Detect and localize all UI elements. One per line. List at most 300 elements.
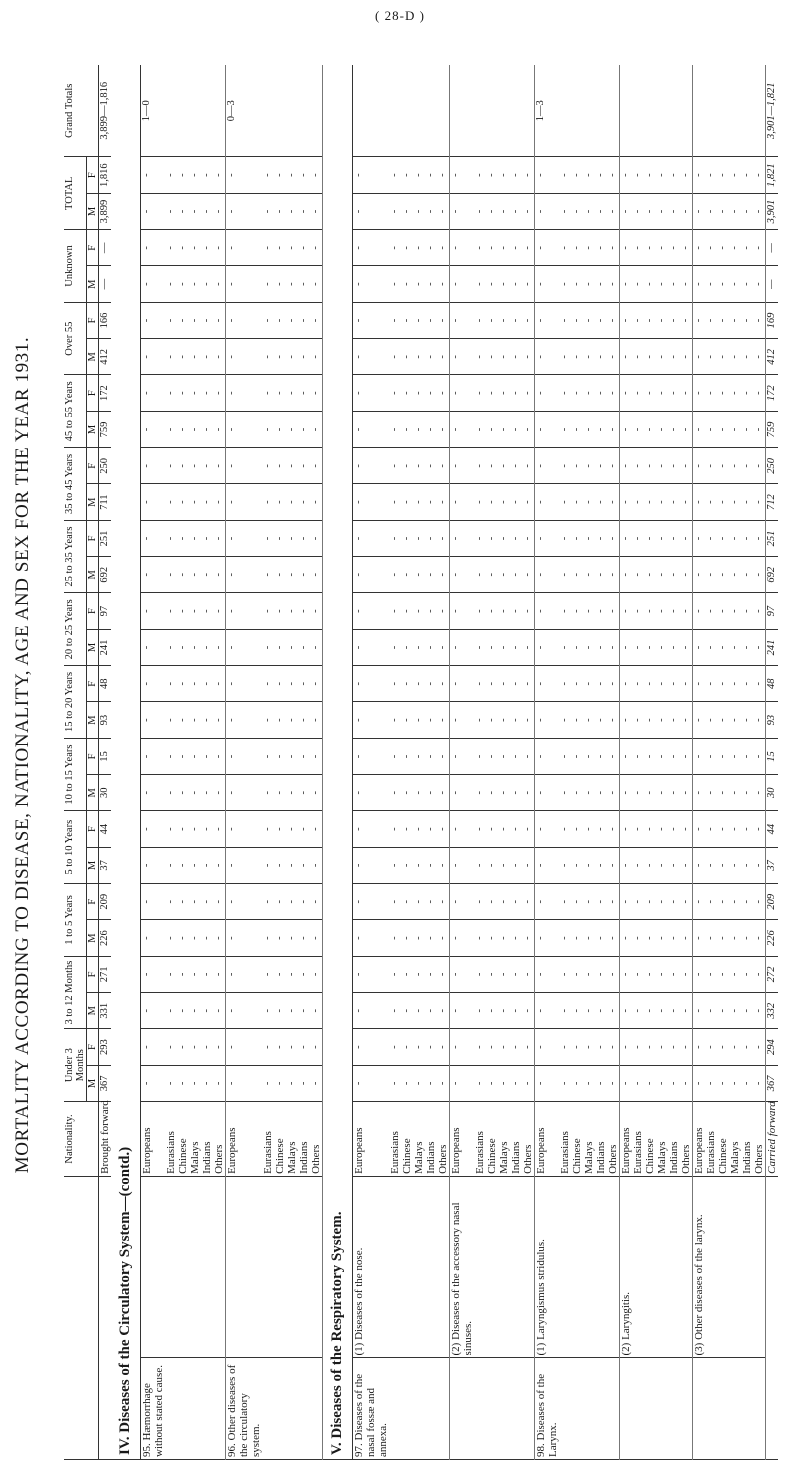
grand-total-cell: 1—3 (535, 65, 560, 157)
cell-dash: - (450, 411, 475, 447)
cell-dash: - (189, 1029, 201, 1065)
cell-dash: - (413, 339, 425, 375)
cell-dash: - (535, 302, 560, 338)
cell-dash: - (717, 411, 729, 447)
cell-dash: - (498, 375, 510, 411)
cell-dash: - (644, 629, 656, 665)
cell-dash: - (353, 847, 390, 883)
cell-dash: - (274, 339, 286, 375)
cell-dash: - (201, 302, 213, 338)
cell-dash: - (141, 629, 166, 665)
cell-dash: - (353, 1065, 390, 1101)
cell-dash: - (189, 811, 201, 847)
cell-dash: - (522, 411, 535, 447)
cell-dash: - (498, 811, 510, 847)
cell-dash: - (607, 448, 620, 484)
cell-dash: - (474, 375, 486, 411)
cell-dash: - (535, 157, 560, 193)
cell-dash: - (680, 557, 693, 593)
cell-dash: - (632, 884, 644, 920)
nationality: Chinese (571, 1102, 583, 1177)
cell-dash: - (644, 993, 656, 1029)
cell-dash: - (141, 411, 166, 447)
nationality: Europeans (141, 1102, 166, 1177)
cell-dash: - (353, 520, 390, 556)
cell-dash: - (226, 302, 263, 338)
sub-cause (559, 1176, 571, 1358)
cell-dash: - (729, 811, 741, 847)
cell-dash: - (310, 884, 323, 920)
cell-dash: - (262, 411, 274, 447)
cell-dash: - (213, 593, 226, 629)
cell-dash: - (498, 411, 510, 447)
sub-cause (522, 1176, 535, 1358)
grand-total-cell (656, 65, 668, 157)
cell-dash: - (571, 157, 583, 193)
cell-dash: - (213, 375, 226, 411)
grand-total-cell (425, 65, 437, 157)
table-row (741, 65, 753, 1460)
cause-name (620, 1358, 633, 1460)
cell-dash: - (693, 775, 706, 811)
cell-dash: - (274, 993, 286, 1029)
cell-dash: - (583, 193, 595, 229)
cell-dash: - (413, 1029, 425, 1065)
cell-dash: - (753, 702, 766, 738)
cell-dash: - (632, 993, 644, 1029)
cell-dash: - (165, 738, 177, 774)
cell-dash: - (437, 775, 450, 811)
cell-dash: - (286, 847, 298, 883)
cell-dash: - (705, 484, 717, 520)
cell-dash: - (705, 702, 717, 738)
cell-dash: - (595, 666, 607, 702)
cell-dash: - (401, 884, 413, 920)
cell-dash: - (274, 157, 286, 193)
sex-header: F (87, 157, 99, 193)
cell-dash: - (177, 375, 189, 411)
cell-dash: - (401, 1065, 413, 1101)
cell-dash: - (632, 956, 644, 992)
cell-dash: - (413, 266, 425, 302)
row-label: Brought forward (99, 1102, 112, 1177)
page-title: MORTALITY ACCORDING TO DISEASE, NATIONALITY, AGE AND SEX FOR THE YEAR 1931. (12, 336, 33, 1174)
cell-dash: - (668, 339, 680, 375)
cell-dash: - (644, 593, 656, 629)
cell-dash: - (274, 411, 286, 447)
cell-dash: - (705, 339, 717, 375)
cell-dash: - (401, 666, 413, 702)
cell-dash: - (680, 956, 693, 992)
cell-dash: - (693, 230, 706, 266)
cell-dash: - (498, 484, 510, 520)
nationality: Indians (510, 1102, 522, 1177)
cell-dash: - (389, 775, 401, 811)
cell-dash: - (213, 339, 226, 375)
cell-dash: - (571, 775, 583, 811)
cell-dash: - (437, 266, 450, 302)
cell-dash: - (656, 884, 668, 920)
cell-dash: - (583, 448, 595, 484)
cell-dash: - (401, 920, 413, 956)
cell-dash: - (559, 193, 571, 229)
cell-dash: - (274, 520, 286, 556)
cell-dash: - (632, 157, 644, 193)
cell-dash: - (486, 375, 498, 411)
cell-dash: - (353, 629, 390, 665)
cell-dash: - (389, 920, 401, 956)
cell-dash: - (693, 557, 706, 593)
cell-dash: - (717, 230, 729, 266)
age-group-header: 25 to 35 Years (64, 520, 87, 593)
cell-dash: - (680, 193, 693, 229)
cell-dash: - (607, 339, 620, 375)
cell-dash: - (693, 1029, 706, 1065)
cell-dash: - (498, 920, 510, 956)
cell-dash: - (165, 629, 177, 665)
cell-dash: - (668, 993, 680, 1029)
cell-value: 30 (99, 775, 112, 811)
nationality: Malays (189, 1102, 201, 1177)
cell-dash: - (413, 1065, 425, 1101)
nationality: Indians (668, 1102, 680, 1177)
cell-dash: - (717, 920, 729, 956)
cell-dash: - (656, 666, 668, 702)
cell-dash: - (286, 993, 298, 1029)
cell-dash: - (522, 302, 535, 338)
cell-dash: - (535, 666, 560, 702)
cell-dash: - (201, 847, 213, 883)
cell-dash: - (141, 811, 166, 847)
table-row (620, 65, 633, 1460)
cell-dash: - (753, 557, 766, 593)
sub-cause (753, 1176, 766, 1358)
cell-dash: - (450, 520, 475, 556)
cell-dash: - (165, 484, 177, 520)
cell-dash: - (262, 993, 274, 1029)
cell-dash: - (310, 738, 323, 774)
cell-dash: - (632, 629, 644, 665)
cell-dash: - (310, 411, 323, 447)
cause-name (741, 1358, 753, 1460)
cell-dash: - (559, 884, 571, 920)
cell-dash: - (510, 302, 522, 338)
cell-dash: - (165, 339, 177, 375)
cell-dash: - (607, 230, 620, 266)
sub-cause (595, 1176, 607, 1358)
cause-name (717, 1358, 729, 1460)
cell-dash: - (389, 411, 401, 447)
cell-dash: - (607, 847, 620, 883)
cell-dash: - (201, 339, 213, 375)
table-row (401, 65, 413, 1460)
table-row (141, 65, 166, 1460)
cell-dash: - (425, 411, 437, 447)
cell-dash: - (680, 666, 693, 702)
cell-dash: - (607, 520, 620, 556)
nationality: Europeans (226, 1102, 263, 1177)
cell-dash: - (693, 811, 706, 847)
nationality: Eurasians (389, 1102, 401, 1177)
cell-dash: - (401, 520, 413, 556)
cell-dash: - (571, 593, 583, 629)
cell-dash: - (201, 557, 213, 593)
cell-dash: - (413, 702, 425, 738)
cell-dash: - (729, 411, 741, 447)
cell-dash: - (474, 266, 486, 302)
table-row (729, 65, 741, 1460)
cell-dash: - (226, 884, 263, 920)
cell-dash: - (680, 920, 693, 956)
cell-dash: - (620, 557, 633, 593)
age-group-header: 20 to 25 Years (64, 593, 87, 666)
cell-dash: - (286, 157, 298, 193)
cell-dash: - (177, 520, 189, 556)
cell-dash: - (141, 920, 166, 956)
cell-dash: - (644, 375, 656, 411)
cell-dash: - (583, 920, 595, 956)
grand-total-cell (353, 65, 390, 157)
cell-dash: - (401, 266, 413, 302)
cell-dash: - (474, 847, 486, 883)
cell-dash: - (274, 1065, 286, 1101)
cell-dash: - (486, 593, 498, 629)
cell-dash: - (668, 157, 680, 193)
cell-dash: - (177, 666, 189, 702)
cell-dash: - (753, 775, 766, 811)
cell-dash: - (753, 193, 766, 229)
cell-dash: - (310, 956, 323, 992)
cell-dash: - (286, 884, 298, 920)
cell-dash: - (189, 339, 201, 375)
cell-dash: - (535, 339, 560, 375)
cause-name (729, 1358, 741, 1460)
sex-header: F (87, 956, 99, 992)
cell-dash: - (705, 775, 717, 811)
cell-dash: - (189, 193, 201, 229)
table-body (99, 65, 779, 1460)
cause-header (64, 1176, 99, 1459)
nationality: Indians (425, 1102, 437, 1177)
cell-dash: - (389, 339, 401, 375)
cell-dash: - (583, 593, 595, 629)
cell-dash: - (583, 884, 595, 920)
cell-dash: - (389, 1065, 401, 1101)
cell-dash: - (668, 666, 680, 702)
cell-dash: - (486, 448, 498, 484)
cell-dash: - (298, 448, 310, 484)
cell-dash: - (583, 411, 595, 447)
cell-dash: - (401, 339, 413, 375)
cell-dash: - (353, 411, 390, 447)
cell-dash: - (474, 629, 486, 665)
cell-dash: - (226, 1065, 263, 1101)
cell-dash: - (286, 738, 298, 774)
cell-dash: - (486, 302, 498, 338)
cell-dash: - (486, 1029, 498, 1065)
cell-dash: - (353, 230, 390, 266)
sub-cause (607, 1176, 620, 1358)
cell-dash: - (656, 1065, 668, 1101)
cell-dash: - (595, 193, 607, 229)
cell-dash: - (450, 266, 475, 302)
cell-dash: - (401, 629, 413, 665)
cell-dash: - (474, 193, 486, 229)
table-row (226, 65, 263, 1460)
cause-name (177, 1358, 189, 1460)
cell-value: 412 (766, 339, 779, 375)
grand-total-cell (165, 65, 177, 157)
cell-dash: - (401, 411, 413, 447)
cell-value: — (766, 230, 779, 266)
cell-dash: - (559, 411, 571, 447)
cell-dash: - (607, 884, 620, 920)
cause-name (632, 1358, 644, 1460)
cell-dash: - (620, 702, 633, 738)
cause-name (498, 1358, 510, 1460)
cell-dash: - (693, 520, 706, 556)
cause-name (583, 1358, 595, 1460)
cell-dash: - (486, 775, 498, 811)
cell-dash: - (632, 448, 644, 484)
cell-dash: - (213, 557, 226, 593)
cell-dash: - (201, 375, 213, 411)
cell-dash: - (632, 593, 644, 629)
cell-dash: - (389, 266, 401, 302)
cell-dash: - (425, 484, 437, 520)
nationality-header: Nationality. (64, 1102, 99, 1177)
cause-name (656, 1358, 668, 1460)
cell-dash: - (510, 811, 522, 847)
cell-dash: - (262, 738, 274, 774)
cell-dash: - (668, 884, 680, 920)
cell-dash: - (165, 302, 177, 338)
cell-dash: - (583, 375, 595, 411)
sex-header: F (87, 448, 99, 484)
cell-dash: - (571, 847, 583, 883)
sub-cause (437, 1176, 450, 1358)
cell-dash: - (559, 375, 571, 411)
cell-dash: - (425, 629, 437, 665)
age-group-header: 1 to 5 Years (64, 884, 87, 957)
age-group-header: 15 to 20 Years (64, 666, 87, 739)
cell-dash: - (510, 375, 522, 411)
cell-dash: - (298, 956, 310, 992)
cell-dash: - (165, 1065, 177, 1101)
cell-dash: - (141, 302, 166, 338)
cell-value: 331 (99, 993, 112, 1029)
cell-dash: - (632, 775, 644, 811)
cell-dash: - (413, 448, 425, 484)
cell-dash: - (286, 375, 298, 411)
cell-dash: - (559, 629, 571, 665)
cell-dash: - (310, 811, 323, 847)
cell-dash: - (486, 193, 498, 229)
sex-header: F (87, 811, 99, 847)
cell-dash: - (165, 593, 177, 629)
cell-dash: - (401, 775, 413, 811)
cell-dash: - (486, 666, 498, 702)
row-label-spacer (766, 1176, 779, 1459)
cell-dash: - (571, 1065, 583, 1101)
cell-dash: - (522, 738, 535, 774)
cell-dash: - (450, 629, 475, 665)
cell-dash: - (498, 1029, 510, 1065)
cell-dash: - (668, 266, 680, 302)
cell-dash: - (213, 738, 226, 774)
cell-dash: - (729, 629, 741, 665)
cell-value: 1,821 (766, 157, 779, 193)
cell-dash: - (189, 993, 201, 1029)
cell-dash: - (705, 593, 717, 629)
cell-dash: - (262, 230, 274, 266)
cell-dash: - (559, 557, 571, 593)
cell-dash: - (437, 157, 450, 193)
cell-dash: - (729, 847, 741, 883)
cell-dash: - (353, 993, 390, 1029)
cell-dash: - (141, 1065, 166, 1101)
cell-dash: - (753, 811, 766, 847)
cell-dash: - (741, 920, 753, 956)
cell-value: 30 (766, 775, 779, 811)
cell-dash: - (510, 411, 522, 447)
cell-value: 93 (766, 702, 779, 738)
cell-dash: - (753, 956, 766, 992)
cell-dash: - (583, 520, 595, 556)
cell-dash: - (607, 302, 620, 338)
cell-dash: - (226, 775, 263, 811)
cell-dash: - (450, 993, 475, 1029)
cell-dash: - (401, 1029, 413, 1065)
sub-cause (498, 1176, 510, 1358)
cell-dash: - (401, 811, 413, 847)
cell-dash: - (668, 847, 680, 883)
cell-dash: - (656, 230, 668, 266)
cell-dash: - (213, 302, 226, 338)
cause-name (425, 1358, 437, 1460)
grand-total-cell (401, 65, 413, 157)
sex-header: M (87, 993, 99, 1029)
cell-dash: - (607, 157, 620, 193)
cell-dash: - (607, 920, 620, 956)
sub-cause (680, 1176, 693, 1358)
cell-dash: - (474, 339, 486, 375)
sex-header: F (87, 520, 99, 556)
sex-header: M (87, 702, 99, 738)
cell-value: 251 (766, 520, 779, 556)
cell-dash: - (644, 520, 656, 556)
grand-total-cell (450, 65, 475, 157)
cell-dash: - (729, 157, 741, 193)
cell-dash: - (510, 193, 522, 229)
cell-dash: - (753, 593, 766, 629)
mortality-table (64, 65, 778, 1460)
cell-dash: - (189, 1065, 201, 1101)
cell-dash: - (583, 1029, 595, 1065)
cell-dash: - (693, 993, 706, 1029)
cell-dash: - (583, 956, 595, 992)
cause-name: 97. Diseases of the nasal fossæ and annexa. (353, 1358, 390, 1460)
grand-total-cell (437, 65, 450, 157)
cell-dash: - (262, 884, 274, 920)
cell-dash: - (189, 230, 201, 266)
cell-dash: - (693, 157, 706, 193)
cell-dash: - (510, 557, 522, 593)
cell-value: 271 (99, 956, 112, 992)
cell-dash: - (353, 375, 390, 411)
cell-dash: - (437, 956, 450, 992)
cell-dash: - (693, 847, 706, 883)
